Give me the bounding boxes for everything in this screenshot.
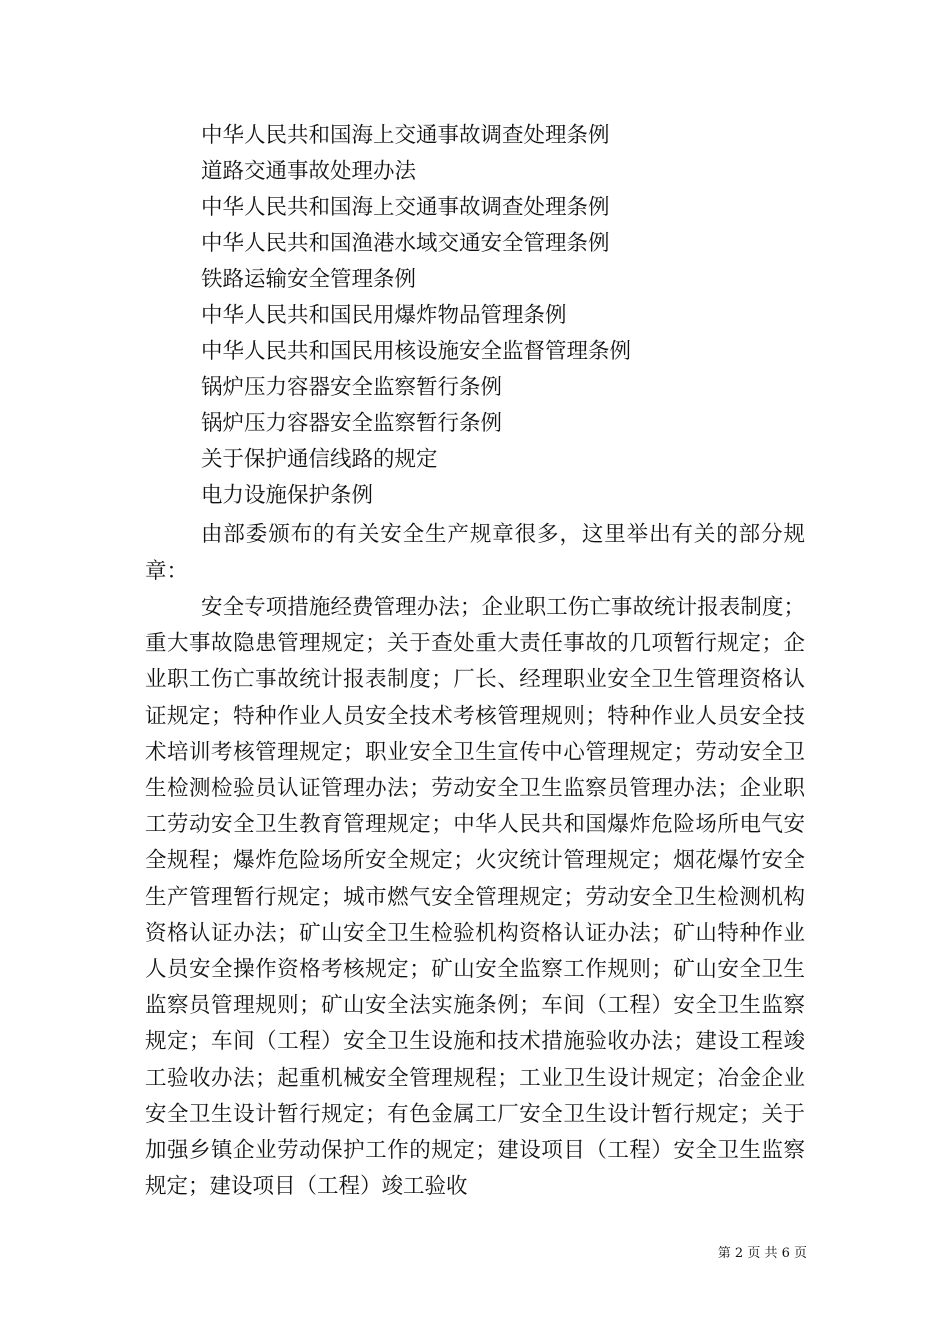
regulation-list bbox=[201, 118, 841, 514]
list-item: 电力设施保护条例 bbox=[201, 483, 374, 508]
regulations-paragraph: 安全专项措施经费管理办法；企业职工伤亡事故统计报表制度；重大事故隐患管理规定；关于查处重大责任事故的几项暂行规定；企业职工伤亡事故统计报表制度；厂长、经理职业安全卫生管理资格认证规定；特种作业人员安全技术考核管理规则；特种作业人员安全技术培训考核管理规定；职业安全卫生宣传中心管理规定；劳动安全卫生检测检验员认证管理办法；劳动安全卫生监察员管理办法；企业职工劳动安全卫生教育管理规定；中华人民共和国爆炸危险场所电气安全规程；爆炸危险场所安全规定；火灾统计管理规定；烟花爆竹安全生产管理暂行规定；城市燃气安全管理规定；劳动安全卫生检测机构资格认证办法；矿山安全卫生检验机构资格认证办法；矿山特种作业人员安全操作资格考核规定；矿山安全监察工作规则；矿山安全卫生监察员管理规则；矿山安全法实施条例；车间（工程）安全卫生监察规定；车间（工程）安全卫生设施和技术措施验收办法；建设工程竣工验收办法；起重机械安全管理规程；工业卫生设计规定；冶金企业安全卫生设计暂行规定；有色金属工厂安全卫生设计暂行规定；关于加强乡镇企业劳动保护工作的规定；建设项目（工程）安全卫生监察规定；建设项目（工程）竣工验收 bbox=[145, 595, 805, 1200]
list-item: 中华人民共和国民用爆炸物品管理条例 bbox=[201, 303, 567, 328]
list-item: 中华人民共和国渔港水域交通安全管理条例 bbox=[201, 231, 610, 256]
list-item: 锅炉压力容器安全监察暂行条例 bbox=[201, 411, 503, 436]
list-item: 中华人民共和国海上交通事故调查处理条例 bbox=[201, 123, 610, 148]
page-number: 第 2 页 共 6 页 bbox=[717, 1246, 807, 1261]
list-item: 中华人民共和国海上交通事故调查处理条例 bbox=[201, 195, 610, 220]
list-item: 道路交通事故处理办法 bbox=[201, 159, 417, 184]
list-item: 锅炉压力容器安全监察暂行条例 bbox=[201, 375, 503, 400]
list-item: 关于保护通信线路的规定 bbox=[201, 447, 438, 472]
list-item: 中华人民共和国民用核设施安全监督管理条例 bbox=[201, 339, 632, 364]
intro-paragraph: 由部委颁布的有关安全生产规章很多，这里举出有关的部分规章： bbox=[145, 522, 805, 584]
list-item: 铁路运输安全管理条例 bbox=[201, 267, 417, 292]
